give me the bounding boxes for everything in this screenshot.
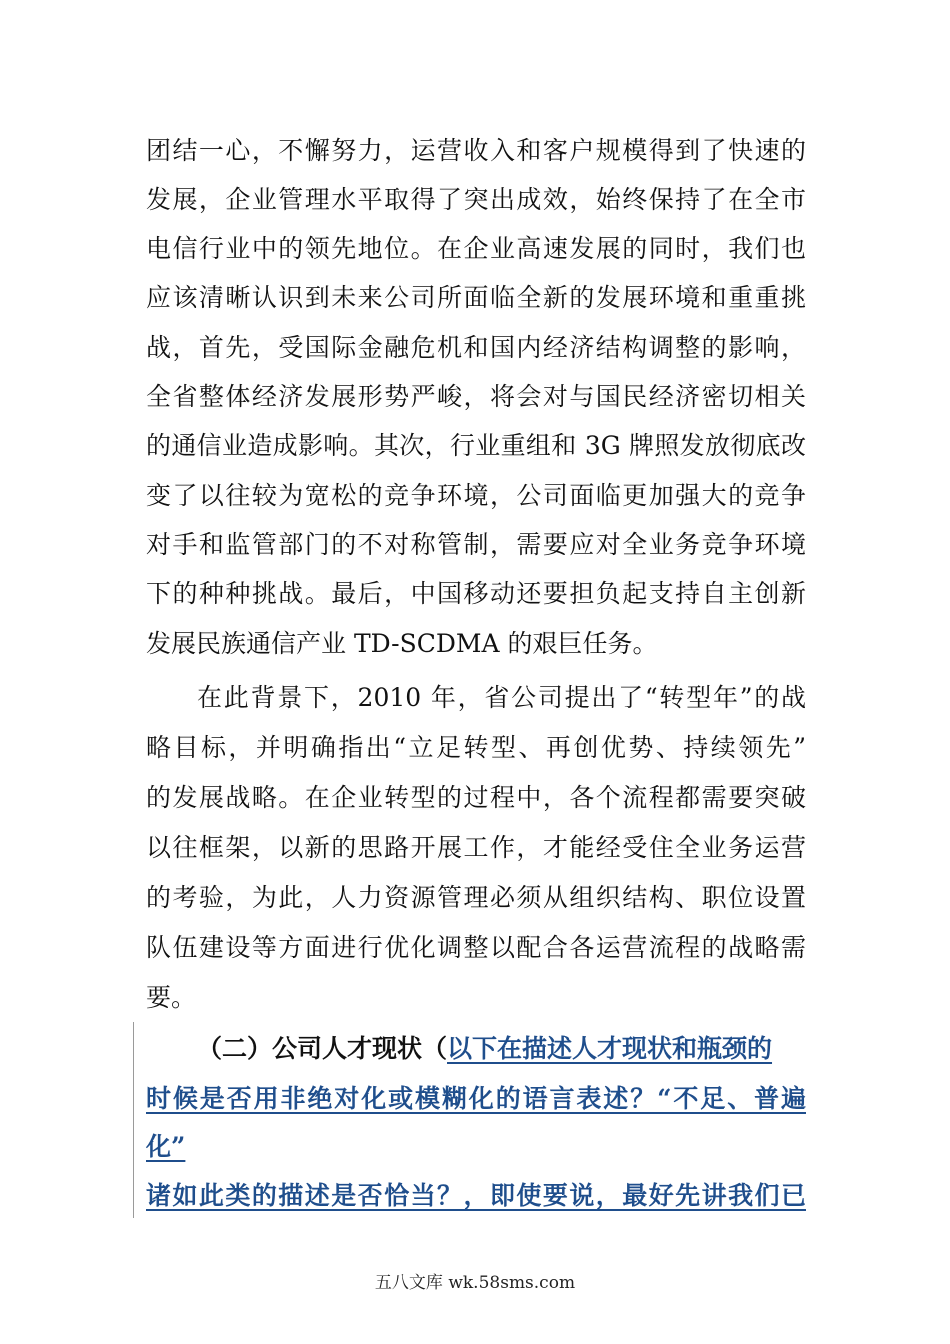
text-line: 变了以往较为宽松的竞争环境，公司面临更加强大的竞争 <box>146 481 806 510</box>
text-line: 对手和监管部门的不对称管制，需要应对全业务竞争环境 <box>146 530 806 559</box>
text-line: 的通信业造成影响。其次，行业重组和 3G 牌照发放彻底改 <box>146 431 806 460</box>
text-line: 在此背景下，2010 年，省公司提出了“转型年”的战 <box>197 683 806 712</box>
text-line: 队伍建设等方面进行优化调整以配合各运营流程的战略需 <box>146 933 806 962</box>
text-line: 的发展战略。在企业转型的过程中，各个流程都需要突破 <box>146 783 806 812</box>
footer-watermark: 五八文库 wk.58sms.com <box>374 1273 576 1293</box>
text-line: 电信行业中的领先地位。在企业高速发展的同时，我们也 <box>146 234 806 263</box>
inserted-comment-line[interactable]: 诸如此类的描述是否恰当？，即使要说，最好先讲我们已 <box>146 1181 806 1210</box>
inserted-comment-text[interactable]: 以下在描述人才现状和瓶颈的 <box>447 1034 773 1063</box>
text-line: 战，首先，受国际金融危机和国内经济结构调整的影响， <box>146 333 806 362</box>
heading-title: （二）公司人才现状（ <box>197 1034 448 1063</box>
text-line: 发展，企业管理水平取得了突出成效，始终保持了在全市 <box>146 185 806 214</box>
text-line: 以往框架，以新的思路开展工作，才能经受住全业务运营 <box>146 833 806 862</box>
text-line: 要。 <box>146 983 197 1012</box>
text-line: 应该清晰认识到未来公司所面临全新的发展环境和重重挑 <box>146 283 806 312</box>
text-line: 下的种种挑战。最后，中国移动还要担负起支持自主创新 <box>146 579 806 608</box>
text-line: 发展民族通信产业 TD-SCDMA 的艰巨任务。 <box>146 629 658 658</box>
text-line: 略目标，并明确指出“立足转型、再创优势、持续领先” <box>146 733 806 762</box>
inserted-comment-line[interactable]: 时候是否用非绝对化或模糊化的语言表述？“不足、普遍 <box>146 1084 806 1113</box>
text-line: 的考验，为此，人力资源管理必须从组织结构、职位设置 <box>146 883 806 912</box>
heading-line <box>197 1034 806 1064</box>
text-line: 团结一心，不懈努力，运营收入和客户规模得到了快速的 <box>146 136 806 165</box>
inserted-comment-line[interactable]: 化” <box>146 1132 186 1161</box>
text-line: 全省整体经济发展形势严峻，将会对与国民经济密切相关 <box>146 382 806 411</box>
revision-change-bar <box>133 1022 134 1218</box>
